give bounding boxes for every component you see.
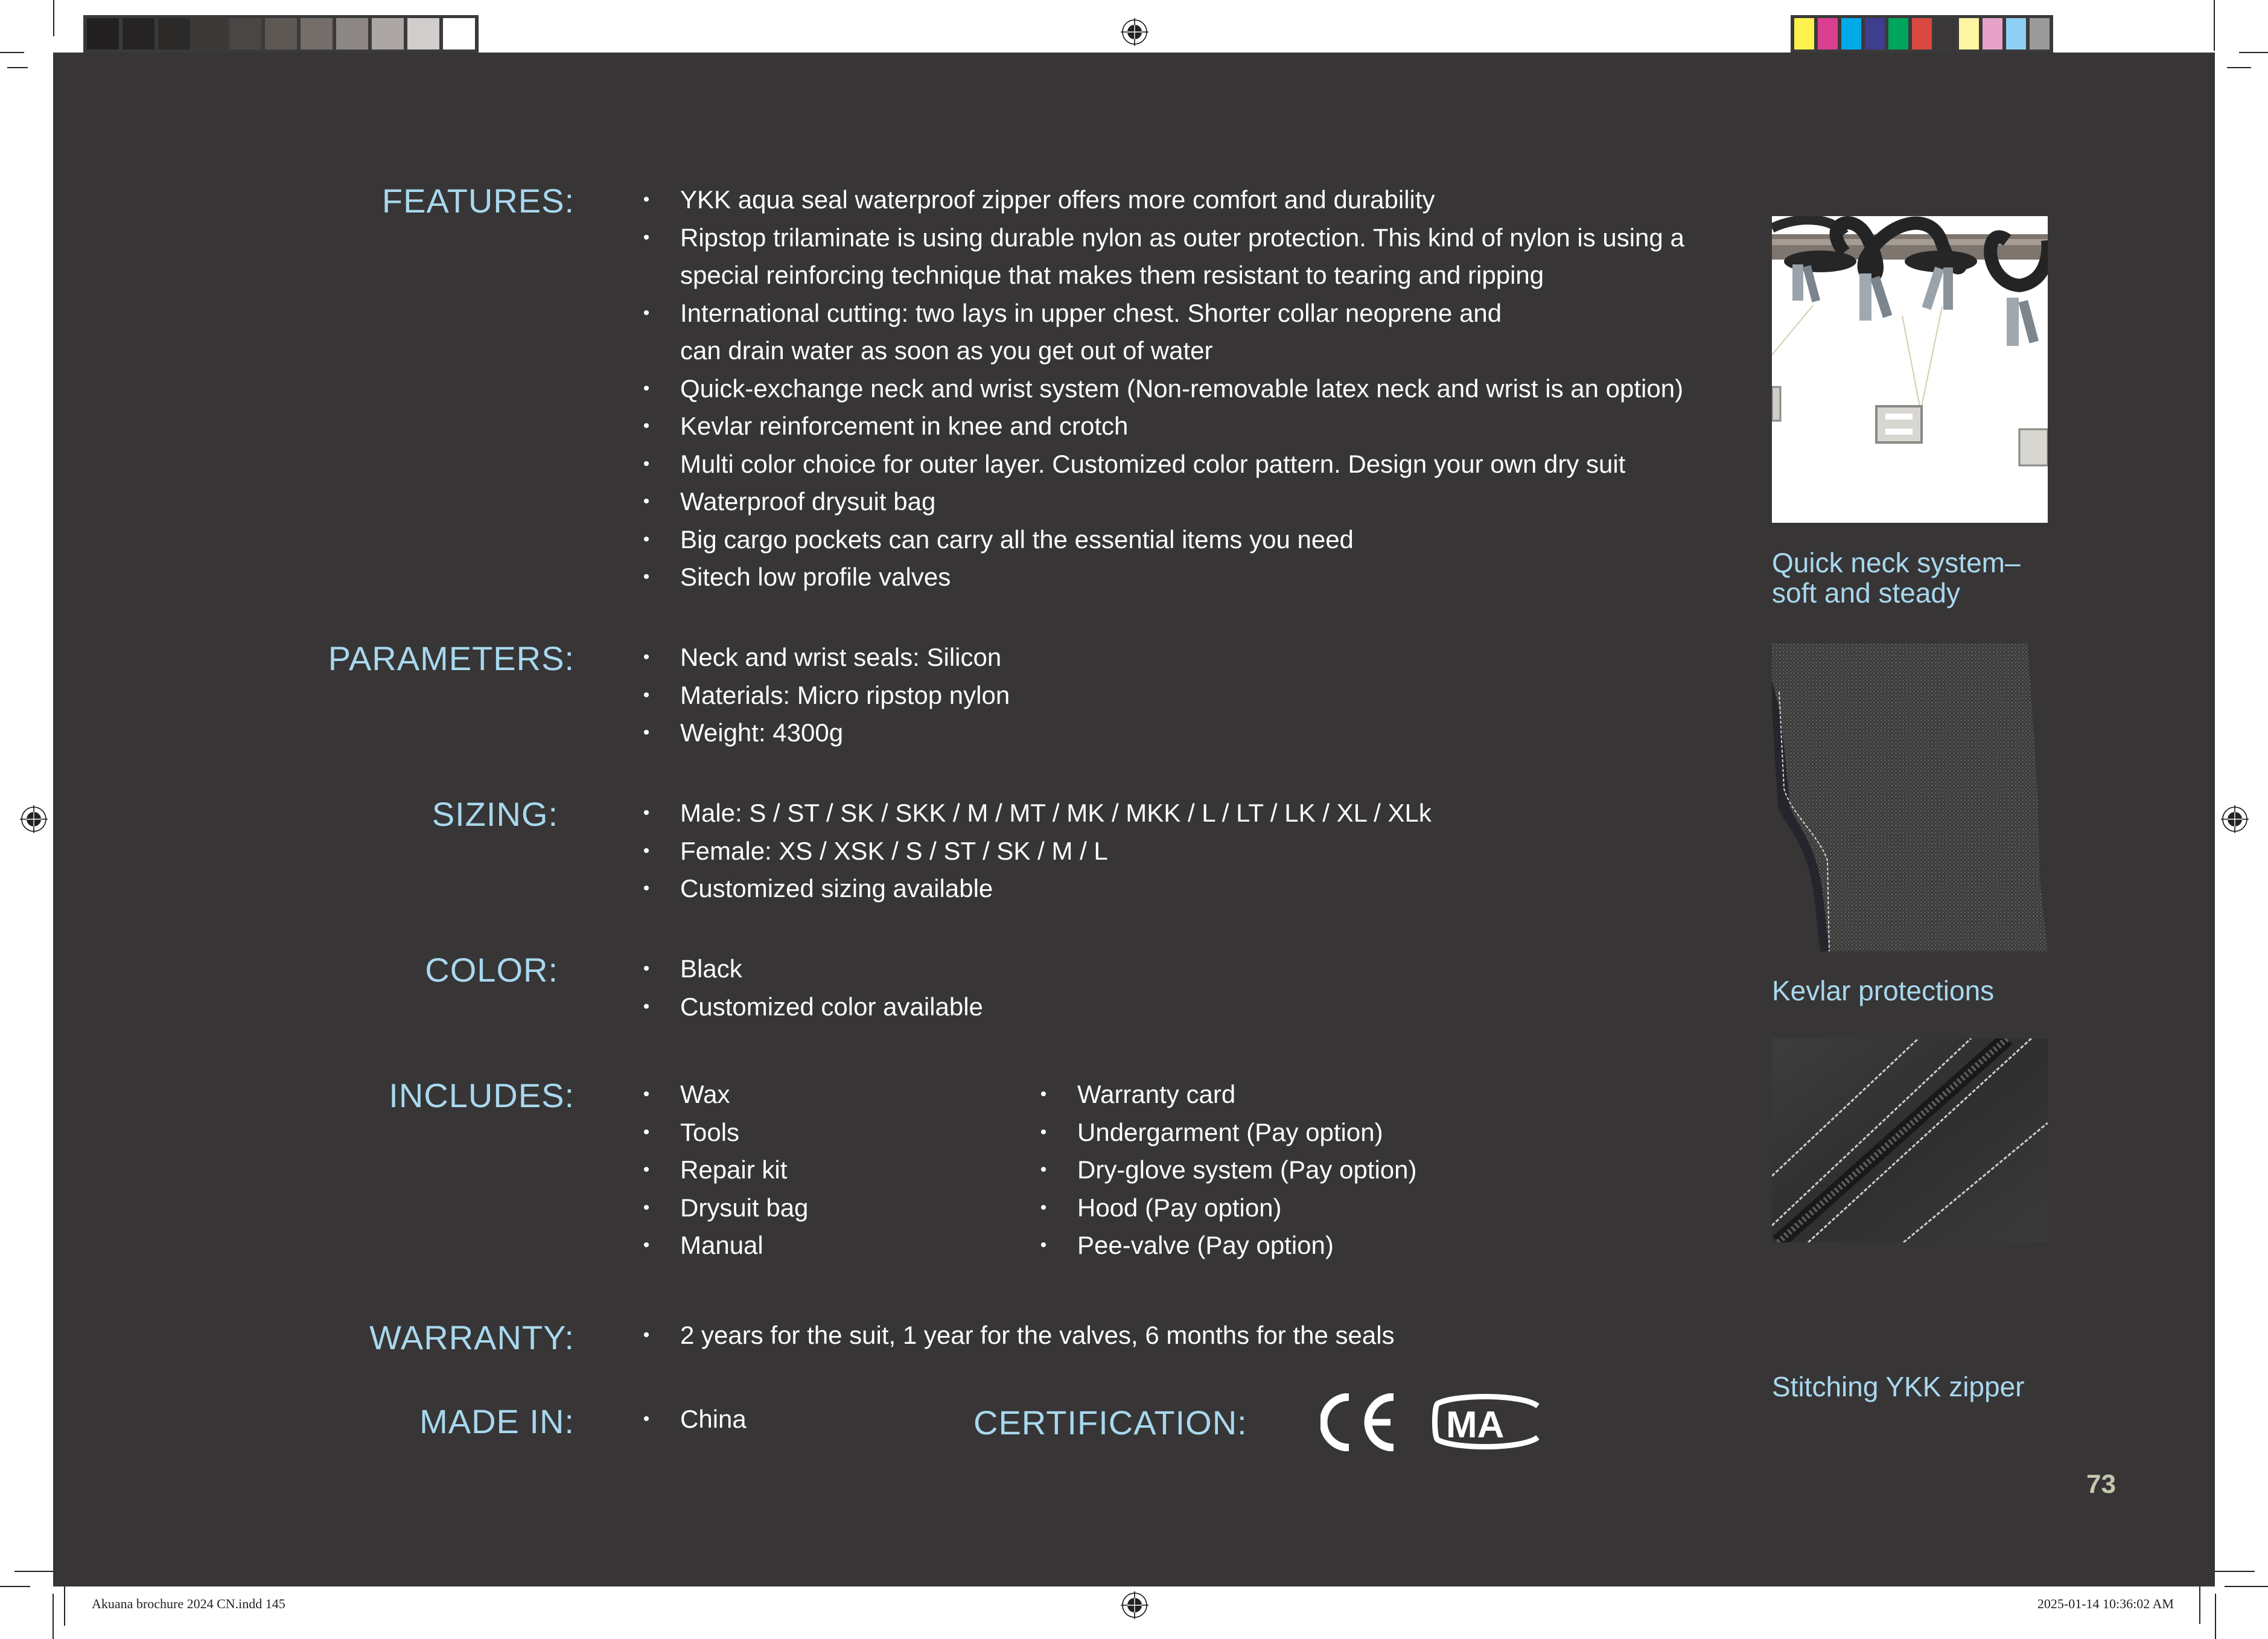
list-item-text: Drysuit bag [680, 1193, 809, 1222]
neck-seal-illustration [1772, 216, 2048, 523]
bullet-icon: • [643, 453, 650, 474]
list-item [640, 1317, 1395, 1355]
list-item-text: Hood (Pay option) [1077, 1193, 1282, 1222]
list-item [640, 181, 1684, 219]
bullet-icon: • [643, 378, 650, 398]
list-item [640, 370, 1684, 408]
features-list [640, 181, 1684, 596]
list-item [640, 521, 1684, 559]
bullet-icon: • [643, 1122, 650, 1142]
list-item-text: Repair kit [680, 1155, 788, 1184]
kevlar-fabric-illustration [1772, 644, 2048, 951]
list-item-text: Sitech low profile valves [680, 563, 951, 591]
crop-mark [64, 1586, 65, 1626]
list-item-text: Manual [680, 1231, 763, 1259]
list-item [640, 446, 1684, 484]
list-item [640, 1227, 808, 1265]
crop-mark [2215, 1594, 2216, 1639]
color-swatch [1888, 18, 1908, 50]
list-item [640, 950, 983, 988]
cma-mark-icon [1432, 1390, 1540, 1453]
ykk-zipper-caption [1772, 1372, 2025, 1402]
list-item [640, 1151, 808, 1189]
bullet-icon: • [643, 647, 650, 667]
svg-text:MA: MA [1446, 1404, 1505, 1446]
color-swatch [229, 18, 261, 50]
list-item [640, 483, 1684, 521]
list-item-text: Wax [680, 1080, 730, 1108]
crop-mark [2225, 1586, 2268, 1587]
bullet-icon: • [643, 1409, 650, 1429]
color-swatch [1912, 18, 1932, 50]
bullet-icon: • [643, 1084, 650, 1104]
color-heading: COLOR: [425, 951, 558, 989]
list-item [640, 639, 1010, 677]
crop-mark [2214, 0, 2215, 51]
neck-seal-photo [1772, 216, 2048, 523]
list-item-text: Undergarment (Pay option) [1077, 1117, 1383, 1146]
list-item-text: Neck and wrist seals: Silicon [680, 643, 1002, 671]
bullet-icon: • [643, 685, 650, 705]
registration-mark-icon [20, 805, 48, 833]
ce-mark-icon [1320, 1393, 1399, 1451]
color-swatch [158, 18, 190, 50]
includes-list-left [640, 1076, 808, 1265]
list-item-text: Waterproof drysuit bag [680, 487, 936, 516]
kevlar-fabric-photo [1772, 644, 2048, 951]
made-in-heading: MADE IN: [419, 1402, 575, 1440]
list-item [1037, 1076, 1417, 1114]
list-item-text: Female: XS / XSK / S / ST / SK / M / L [680, 836, 1108, 865]
registration-mark-icon [1121, 1591, 1148, 1619]
sizing-heading: SIZING: [432, 795, 558, 833]
caption-line: Stitching YKK zipper [1772, 1371, 2025, 1402]
made-in-list [640, 1401, 747, 1439]
bullet-icon: • [1040, 1122, 1047, 1142]
bullet-icon: • [1040, 1160, 1047, 1180]
list-item [640, 1114, 808, 1152]
list-item [640, 794, 1432, 832]
sizing-list [640, 794, 1432, 908]
caption-line: Quick neck system– [1772, 547, 2021, 578]
list-item-text: Ripstop trilaminate is using durable nylon as outer protection. This kind of nylon is using a [680, 223, 1684, 252]
includes-heading: INCLUDES: [389, 1076, 575, 1114]
list-item-text: Male: S / ST / SK / SKK / M / MT / MK / MKK / L / LT / LK / XL / XLk [680, 799, 1432, 827]
bullet-icon: • [643, 840, 650, 861]
list-item-text: Materials: Micro ripstop nylon [680, 680, 1010, 709]
bullet-icon: • [643, 302, 650, 323]
includes-list-right [1037, 1076, 1417, 1265]
color-swatch [1983, 18, 2002, 50]
color-swatch [194, 18, 226, 50]
kevlar-caption [1772, 976, 1994, 1006]
list-item-text: can drain water as soon as you get out of water [680, 336, 1213, 365]
color-swatch [87, 18, 119, 50]
bullet-icon: • [643, 1325, 650, 1345]
list-item [640, 677, 1010, 715]
list-item-text: Kevlar reinforcement in knee and crotch [680, 412, 1129, 440]
features-heading: FEATURES: [381, 182, 575, 220]
bullet-icon: • [1040, 1084, 1047, 1104]
color-swatch [1794, 18, 1814, 50]
list-item-text: 2 years for the suit, 1 year for the valves, 6 months for the seals [680, 1321, 1395, 1349]
page-number: 73 [2086, 1469, 2116, 1499]
list-item-text: Weight: 4300g [680, 718, 844, 747]
list-item [640, 1076, 808, 1114]
crop-mark [2227, 67, 2251, 68]
color-swatch [407, 18, 439, 50]
color-swatch [301, 18, 333, 50]
ykk-zipper-illustration [1772, 1038, 2048, 1242]
slug-filename: Akuana brochure 2024 CN.indd 145 [92, 1596, 285, 1611]
list-item-text: International cutting: two lays in upper chest. Shorter collar neoprene and [680, 298, 1502, 327]
bullet-icon: • [643, 1197, 650, 1218]
crop-mark [53, 1594, 54, 1639]
color-list [640, 950, 983, 1026]
crop-mark [2199, 1586, 2200, 1624]
bullet-icon: • [1040, 1235, 1047, 1255]
bullet-icon: • [643, 878, 650, 898]
registration-mark-icon [1121, 18, 1148, 46]
list-item [640, 870, 1432, 908]
crop-mark [14, 1571, 53, 1572]
color-swatch [1959, 18, 1979, 50]
bullet-icon: • [643, 996, 650, 1017]
list-item [640, 832, 1432, 871]
list-item [1037, 1151, 1417, 1189]
crop-mark [0, 1586, 30, 1587]
list-item-text: Dry-glove system (Pay option) [1077, 1155, 1417, 1184]
list-item [640, 1189, 808, 1227]
process-color-bar [1791, 15, 2053, 53]
color-swatch [372, 18, 404, 50]
list-item-text: Customized color available [680, 992, 983, 1021]
list-item-text: special reinforcing technique that makes them resistant to tearing and ripping [680, 261, 1544, 289]
bullet-icon: • [643, 227, 650, 248]
bullet-icon: • [643, 1160, 650, 1180]
parameters-heading: PARAMETERS: [328, 639, 575, 677]
list-item [640, 219, 1684, 295]
color-swatch [336, 18, 368, 50]
crop-mark [2215, 1571, 2255, 1572]
caption-line: soft and steady [1772, 577, 1960, 609]
list-item-text: Black [680, 954, 742, 983]
bullet-icon: • [643, 567, 650, 587]
neck-seal-caption [1772, 548, 2021, 608]
color-swatch [2030, 18, 2050, 50]
crop-mark [7, 67, 28, 68]
crop-mark [53, 0, 54, 36]
bullet-icon: • [643, 491, 650, 511]
list-item [640, 988, 983, 1026]
warranty-list [640, 1317, 1395, 1355]
ykk-zipper-photo [1772, 1038, 2048, 1242]
list-item-text: Quick-exchange neck and wrist system (Non-removable latex neck and wrist is an option) [680, 374, 1684, 403]
warranty-heading: WARRANTY: [369, 1318, 575, 1356]
bullet-icon: • [643, 529, 650, 549]
list-item-text: Multi color choice for outer layer. Customized color pattern. Design your own dry suit [680, 449, 1626, 478]
list-item-text: Big cargo pockets can carry all the essential items you need [680, 525, 1354, 554]
list-item-text: Pee-valve (Pay option) [1077, 1231, 1334, 1259]
list-item [1037, 1227, 1417, 1265]
color-swatch [1865, 18, 1885, 50]
bullet-icon: • [643, 723, 650, 743]
bullet-icon: • [643, 190, 650, 209]
slug-timestamp: 2025-01-14 10:36:02 AM [2037, 1596, 2174, 1611]
color-swatch [123, 18, 154, 50]
certification-heading: CERTIFICATION: [973, 1404, 1247, 1442]
list-item-text: Warranty card [1077, 1080, 1236, 1108]
grayscale-color-bar [83, 15, 479, 53]
bullet-icon: • [643, 803, 650, 823]
color-swatch [2006, 18, 2026, 50]
registration-mark-icon [2221, 805, 2249, 833]
color-swatch [1841, 18, 1861, 50]
color-swatch [1935, 18, 1955, 50]
list-item-text: Customized sizing available [680, 874, 993, 903]
caption-line: Kevlar protections [1772, 975, 1995, 1006]
list-item [1037, 1189, 1417, 1227]
list-item-text: Tools [680, 1117, 740, 1146]
crop-mark [0, 52, 24, 53]
crop-mark [2239, 52, 2268, 53]
bullet-icon: • [643, 416, 650, 436]
list-item [640, 407, 1684, 446]
color-swatch [443, 18, 475, 50]
list-item [640, 558, 1684, 596]
color-swatch [265, 18, 297, 50]
list-item-text: China [680, 1405, 747, 1433]
parameters-list [640, 639, 1010, 752]
list-item [640, 714, 1010, 752]
list-item-text: YKK aqua seal waterproof zipper offers more comfort and durability [680, 185, 1435, 214]
list-item [640, 295, 1684, 370]
color-swatch [1818, 18, 1838, 50]
bullet-icon: • [643, 959, 650, 979]
list-item [640, 1401, 747, 1439]
list-item [1037, 1114, 1417, 1152]
bullet-icon: • [1040, 1197, 1047, 1218]
bullet-icon: • [643, 1235, 650, 1255]
